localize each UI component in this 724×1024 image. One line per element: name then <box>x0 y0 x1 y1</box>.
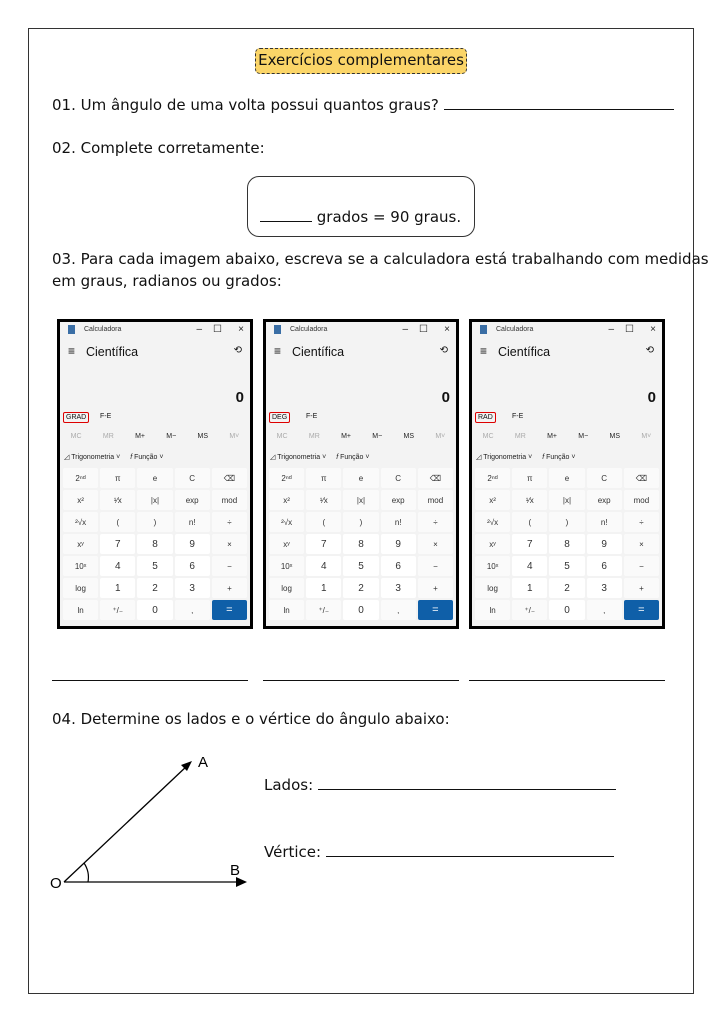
answer-line-calc-2[interactable] <box>263 680 459 681</box>
close-icon[interactable]: × <box>650 324 656 335</box>
menu-icon[interactable]: ≡ <box>68 344 76 358</box>
calc-key[interactable]: 9 <box>175 534 210 554</box>
calc-key[interactable]: × <box>212 534 247 554</box>
angle-arc <box>84 863 88 882</box>
history-icon[interactable]: ⟲ <box>439 345 448 356</box>
minimize-icon[interactable]: – <box>608 324 614 335</box>
calc-key[interactable]: ) <box>343 512 378 532</box>
calc-display: 0 <box>235 389 244 406</box>
memory-button[interactable]: MC <box>276 432 288 440</box>
calc-key[interactable]: ( <box>306 512 341 532</box>
answer-blank-1[interactable] <box>444 109 674 110</box>
triangle-icon: ◿ <box>476 454 482 461</box>
fe-button[interactable]: F-E <box>512 413 524 420</box>
memory-button[interactable]: MS <box>403 432 415 440</box>
calculator-screenshot <box>57 319 253 629</box>
calc-key[interactable]: − <box>212 556 247 576</box>
calc-mode-title: Científica <box>498 345 551 359</box>
calc-key[interactable]: 5 <box>137 556 172 576</box>
calc-key[interactable]: 2ⁿᵈ <box>63 468 98 488</box>
calc-key[interactable]: − <box>418 556 453 576</box>
calc-key[interactable]: e <box>137 468 172 488</box>
calc-key[interactable]: 2ⁿᵈ <box>269 468 304 488</box>
calc-key[interactable]: xʸ <box>475 534 510 554</box>
calc-key[interactable]: ⁺/₋ <box>306 600 341 620</box>
memory-button[interactable]: M˅ <box>435 432 446 440</box>
calc-key[interactable]: n! <box>587 512 622 532</box>
menu-icon[interactable]: ≡ <box>480 344 488 358</box>
calc-key[interactable]: n! <box>175 512 210 532</box>
memory-button[interactable]: MC <box>70 432 82 440</box>
calculator-app-icon <box>68 325 75 334</box>
calc-key[interactable]: mod <box>212 490 247 510</box>
calc-key[interactable]: = <box>624 600 659 620</box>
calc-key[interactable]: mod <box>624 490 659 510</box>
calc-key[interactable]: 3 <box>175 578 210 598</box>
close-icon[interactable]: × <box>444 324 450 335</box>
calc-key[interactable]: 10ˣ <box>475 556 510 576</box>
calc-key[interactable]: 3 <box>587 578 622 598</box>
question-4-text: 04. Determine os lados e o vértice do ângulo abaixo: <box>52 710 450 728</box>
calc-key[interactable]: e <box>343 468 378 488</box>
question-1 <box>52 96 674 114</box>
memory-button[interactable]: M+ <box>547 432 557 440</box>
function-icon: f <box>130 453 133 461</box>
minimize-icon[interactable]: – <box>196 324 202 335</box>
calc-key[interactable]: ¹⁄x <box>512 490 547 510</box>
memory-button[interactable]: M+ <box>135 432 145 440</box>
calc-key[interactable]: x² <box>269 490 304 510</box>
calc-key[interactable]: ²√x <box>475 512 510 532</box>
calc-key[interactable]: 1 <box>306 578 341 598</box>
answer-line-calc-1[interactable] <box>52 680 248 681</box>
calc-key[interactable]: 9 <box>381 534 416 554</box>
calc-key[interactable]: − <box>624 556 659 576</box>
calc-key[interactable]: ⁺/₋ <box>100 600 135 620</box>
calc-key[interactable]: ) <box>137 512 172 532</box>
worksheet-title: Exercícios complementares <box>255 48 467 74</box>
calc-key[interactable]: + <box>418 578 453 598</box>
calc-key[interactable]: 2 <box>137 578 172 598</box>
calc-key[interactable]: + <box>212 578 247 598</box>
calc-key[interactable]: |x| <box>549 490 584 510</box>
fe-button[interactable]: F-E <box>306 413 318 420</box>
history-icon[interactable]: ⟲ <box>233 345 242 356</box>
label-o: O <box>50 875 62 892</box>
calc-key[interactable]: C <box>587 468 622 488</box>
calc-key[interactable]: |x| <box>343 490 378 510</box>
calc-key[interactable]: 10ˣ <box>63 556 98 576</box>
function-icon: f <box>336 453 339 461</box>
maximize-icon[interactable]: ☐ <box>625 324 634 335</box>
calc-key[interactable]: ln <box>475 600 510 620</box>
vertice-blank[interactable] <box>326 856 614 857</box>
calc-key[interactable]: ln <box>63 600 98 620</box>
calc-key[interactable]: 6 <box>175 556 210 576</box>
calc-app-title: Calculadora <box>496 326 534 333</box>
memory-button[interactable]: MR <box>102 432 114 440</box>
calc-key[interactable]: 3 <box>381 578 416 598</box>
calc-key[interactable]: log <box>475 578 510 598</box>
calc-key[interactable]: 6 <box>381 556 416 576</box>
calc-key[interactable]: 9 <box>587 534 622 554</box>
calc-key[interactable]: = <box>418 600 453 620</box>
memory-button[interactable]: MC <box>482 432 494 440</box>
calc-key[interactable]: e <box>549 468 584 488</box>
function-dropdown[interactable]: f Função ˅ <box>130 453 164 461</box>
calc-key[interactable]: 5 <box>343 556 378 576</box>
calc-key[interactable]: ⌫ <box>624 468 659 488</box>
angle-mode-button[interactable]: DEG <box>269 412 290 423</box>
calc-key[interactable]: ²√x <box>269 512 304 532</box>
calc-key[interactable]: n! <box>381 512 416 532</box>
calc-key[interactable]: 4 <box>512 556 547 576</box>
function-icon: f <box>542 453 545 461</box>
trig-dropdown[interactable]: ◿ Trigonometria ˅ <box>270 454 327 461</box>
close-icon[interactable]: × <box>238 324 244 335</box>
calc-key[interactable]: xʸ <box>269 534 304 554</box>
calc-key[interactable]: xʸ <box>63 534 98 554</box>
calc-key[interactable]: exp <box>587 490 622 510</box>
calc-key[interactable]: C <box>381 468 416 488</box>
triangle-icon: ◿ <box>270 454 276 461</box>
calc-display: 0 <box>441 389 450 406</box>
calc-mode-title: Científica <box>86 345 139 359</box>
calc-key[interactable]: log <box>269 578 304 598</box>
calc-key[interactable]: π <box>100 468 135 488</box>
calc-key[interactable]: 8 <box>137 534 172 554</box>
angle-mode-button[interactable]: RAD <box>475 412 496 423</box>
calc-key[interactable]: , <box>175 600 210 620</box>
history-icon[interactable]: ⟲ <box>645 345 654 356</box>
answer-blank-2[interactable] <box>260 221 312 222</box>
question-2-box <box>247 176 475 237</box>
calc-mode-title: Científica <box>292 345 345 359</box>
calc-app-title: Calculadora <box>290 326 328 333</box>
minimize-icon[interactable]: – <box>402 324 408 335</box>
calc-key[interactable]: 2 <box>343 578 378 598</box>
memory-button[interactable]: MR <box>308 432 320 440</box>
calc-key[interactable]: 7 <box>306 534 341 554</box>
calc-key[interactable]: ÷ <box>624 512 659 532</box>
calc-key[interactable]: + <box>624 578 659 598</box>
calc-key[interactable]: π <box>306 468 341 488</box>
calc-app-title: Calculadora <box>84 326 122 333</box>
function-dropdown[interactable]: f Função ˅ <box>336 453 370 461</box>
fe-button[interactable]: F-E <box>100 413 112 420</box>
ray-oa <box>64 765 188 882</box>
calc-key[interactable]: ( <box>512 512 547 532</box>
vertice-row <box>264 843 614 861</box>
memory-button[interactable]: MR <box>514 432 526 440</box>
calc-key[interactable]: 8 <box>343 534 378 554</box>
memory-button[interactable]: M− <box>372 432 383 440</box>
calc-key[interactable]: 5 <box>549 556 584 576</box>
calc-key[interactable]: 7 <box>100 534 135 554</box>
calculator-app-icon <box>274 325 281 334</box>
calc-key[interactable]: ⁺/₋ <box>512 600 547 620</box>
calc-key[interactable]: exp <box>381 490 416 510</box>
lados-row <box>264 776 616 794</box>
calc-key[interactable]: x² <box>475 490 510 510</box>
memory-button[interactable]: M˅ <box>229 432 240 440</box>
calc-key[interactable]: 0 <box>549 600 584 620</box>
memory-button[interactable]: M− <box>166 432 177 440</box>
calc-key[interactable]: 1 <box>512 578 547 598</box>
lados-label: Lados: <box>264 776 314 794</box>
calc-key[interactable]: , <box>381 600 416 620</box>
calc-key[interactable]: ) <box>549 512 584 532</box>
calc-key[interactable]: x² <box>63 490 98 510</box>
calc-titlebar <box>472 322 662 340</box>
calc-key[interactable]: log <box>63 578 98 598</box>
calc-key[interactable]: ⌫ <box>212 468 247 488</box>
calculator-screenshot <box>263 319 459 629</box>
calc-key[interactable]: 8 <box>549 534 584 554</box>
calc-key[interactable]: 10ˣ <box>269 556 304 576</box>
calc-key[interactable]: |x| <box>137 490 172 510</box>
box-text: grados = 90 graus. <box>316 208 462 226</box>
calc-key[interactable]: ¹⁄x <box>306 490 341 510</box>
calc-key[interactable]: = <box>212 600 247 620</box>
lados-blank[interactable] <box>318 789 616 790</box>
memory-button[interactable]: M− <box>578 432 589 440</box>
calculator-screenshot <box>469 319 665 629</box>
triangle-icon: ◿ <box>64 454 70 461</box>
angle-mode-button[interactable]: GRAD <box>63 412 89 423</box>
maximize-icon[interactable]: ☐ <box>419 324 428 335</box>
calc-key[interactable]: 6 <box>587 556 622 576</box>
trig-dropdown[interactable]: ◿ Trigonometria ˅ <box>476 454 533 461</box>
calc-key[interactable]: 0 <box>137 600 172 620</box>
menu-icon[interactable]: ≡ <box>274 344 282 358</box>
memory-button[interactable]: MS <box>197 432 209 440</box>
calc-key[interactable]: × <box>418 534 453 554</box>
label-b: B <box>230 862 241 879</box>
calc-key[interactable]: 2 <box>549 578 584 598</box>
maximize-icon[interactable]: ☐ <box>213 324 222 335</box>
question-3-line1: 03. Para cada imagem abaixo, escreva se a calculadora está trabalhando com medidas <box>52 250 709 268</box>
question-3-line2: em graus, radianos ou grados: <box>52 272 282 290</box>
calc-key[interactable]: ⌫ <box>418 468 453 488</box>
memory-button[interactable]: M+ <box>341 432 351 440</box>
calculator-app-icon <box>480 325 487 334</box>
calc-key[interactable]: , <box>587 600 622 620</box>
angle-diagram <box>40 745 260 895</box>
answer-line-calc-3[interactable] <box>469 680 665 681</box>
calc-key[interactable]: 1 <box>100 578 135 598</box>
calc-key[interactable]: 4 <box>306 556 341 576</box>
vertice-label: Vértice: <box>264 843 322 861</box>
calc-key[interactable]: exp <box>175 490 210 510</box>
calc-key[interactable]: ln <box>269 600 304 620</box>
calc-key[interactable]: 0 <box>343 600 378 620</box>
trig-dropdown[interactable]: ◿ Trigonometria ˅ <box>64 454 121 461</box>
calc-titlebar <box>60 322 250 340</box>
calc-key[interactable]: ¹⁄x <box>100 490 135 510</box>
calc-key[interactable]: ( <box>100 512 135 532</box>
calc-key[interactable]: mod <box>418 490 453 510</box>
calc-key[interactable]: 2ⁿᵈ <box>475 468 510 488</box>
calc-key[interactable]: ÷ <box>418 512 453 532</box>
function-dropdown[interactable]: f Função ˅ <box>542 453 576 461</box>
calc-titlebar <box>266 322 456 340</box>
calc-key[interactable]: π <box>512 468 547 488</box>
calc-key[interactable]: × <box>624 534 659 554</box>
label-a: A <box>198 754 209 771</box>
memory-button[interactable]: M˅ <box>641 432 652 440</box>
calc-key[interactable]: 4 <box>100 556 135 576</box>
calc-display: 0 <box>647 389 656 406</box>
calc-key[interactable]: 7 <box>512 534 547 554</box>
calc-key[interactable]: C <box>175 468 210 488</box>
memory-button[interactable]: MS <box>609 432 621 440</box>
calc-key[interactable]: ÷ <box>212 512 247 532</box>
question-2-text: 02. Complete corretamente: <box>52 139 265 157</box>
question-1-text: 01. Um ângulo de uma volta possui quantos graus? <box>52 96 439 114</box>
calc-key[interactable]: ²√x <box>63 512 98 532</box>
